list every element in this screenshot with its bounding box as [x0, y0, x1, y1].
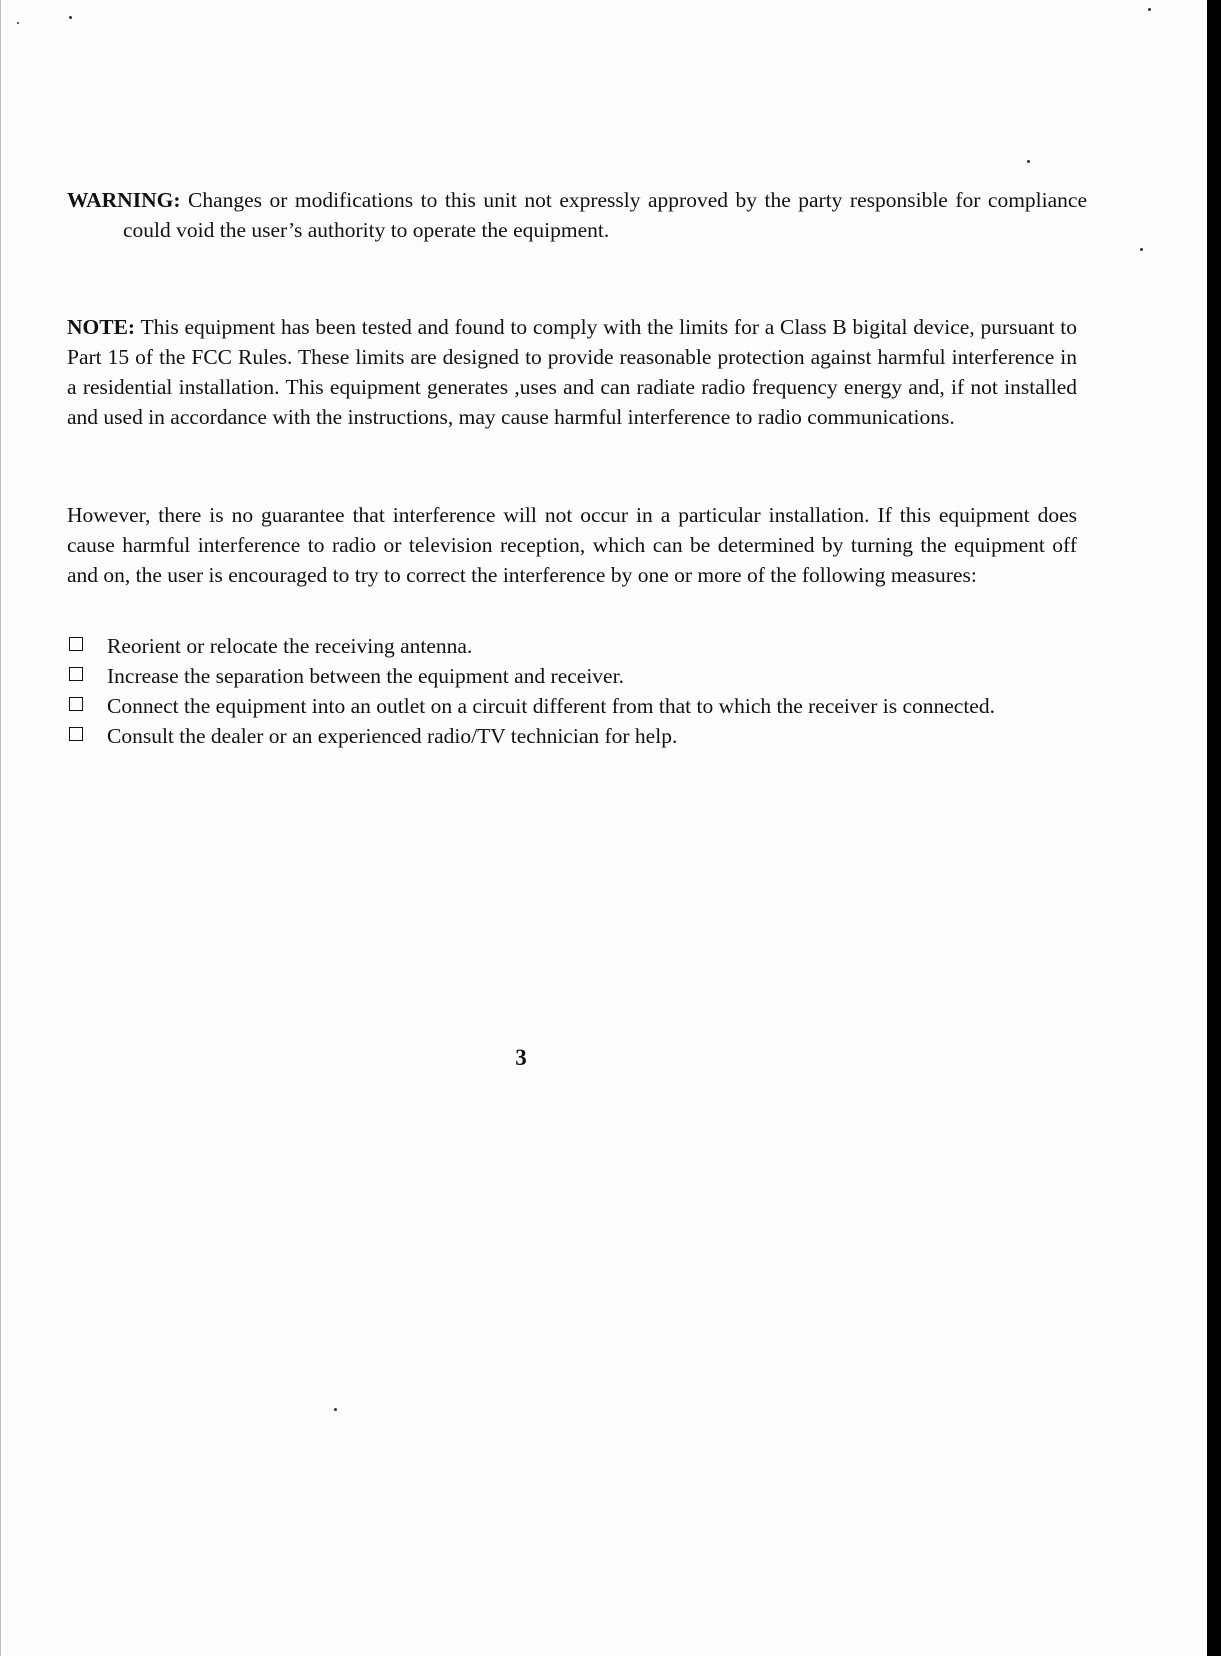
interference-paragraph: However, there is no guarantee that interference will not occur in a particular installation. If this equipment does cause harmful interference to radio or television reception, which can be determined by turning the equipment off and on, the user is encouraged to try to correct the interference by one or more of the following measures: [67, 502, 1077, 587]
measure-text: Consult the dealer or an experienced radio/TV technician for help. [107, 724, 678, 748]
checkbox-icon [69, 637, 83, 651]
scan-speck [1140, 248, 1143, 251]
list-item [67, 721, 1077, 751]
measures-list [67, 631, 1077, 751]
warning-text: Changes or modifications to this unit not expressly approved by the party responsible for compliance could void the user’s authority to operate the equipment. [123, 187, 1087, 242]
scan-speck [1148, 8, 1151, 11]
warning-label: WARNING: [67, 187, 181, 212]
note-paragraph [67, 312, 1077, 432]
scan-speck [69, 16, 72, 19]
page-number: 3 [515, 1045, 527, 1070]
measure-text: Reorient or relocate the receiving antenna. [107, 634, 473, 658]
list-item [67, 691, 1077, 721]
warning-paragraph [67, 185, 1087, 245]
scan-speck [17, 22, 19, 24]
checkbox-icon [69, 727, 83, 741]
measure-text: Connect the equipment into an outlet on a circuit different from that to which the receiver is connected. [107, 694, 995, 718]
scan-edge [1207, 0, 1221, 1656]
checkbox-icon [69, 697, 83, 711]
measure-text: Increase the separation between the equipment and receiver. [107, 664, 624, 688]
note-text: This equipment has been tested and found to comply with the limits for a Class B bigital device, pursuant to Part 15 of the FCC Rules. These limits are designed to provide reasonable protection against harmful interference in a residential installation. This equipment generates ,uses and can radiate radio frequency energy and, if not installed and used in accordance with the instructions, may cause harmful interference to radio communications. [67, 314, 1077, 429]
scan-speck [334, 1408, 337, 1411]
checkbox-icon [69, 667, 83, 681]
list-item [67, 631, 1077, 661]
note-label: NOTE: [67, 314, 136, 339]
list-item [67, 661, 1077, 691]
scan-speck [1027, 160, 1030, 163]
